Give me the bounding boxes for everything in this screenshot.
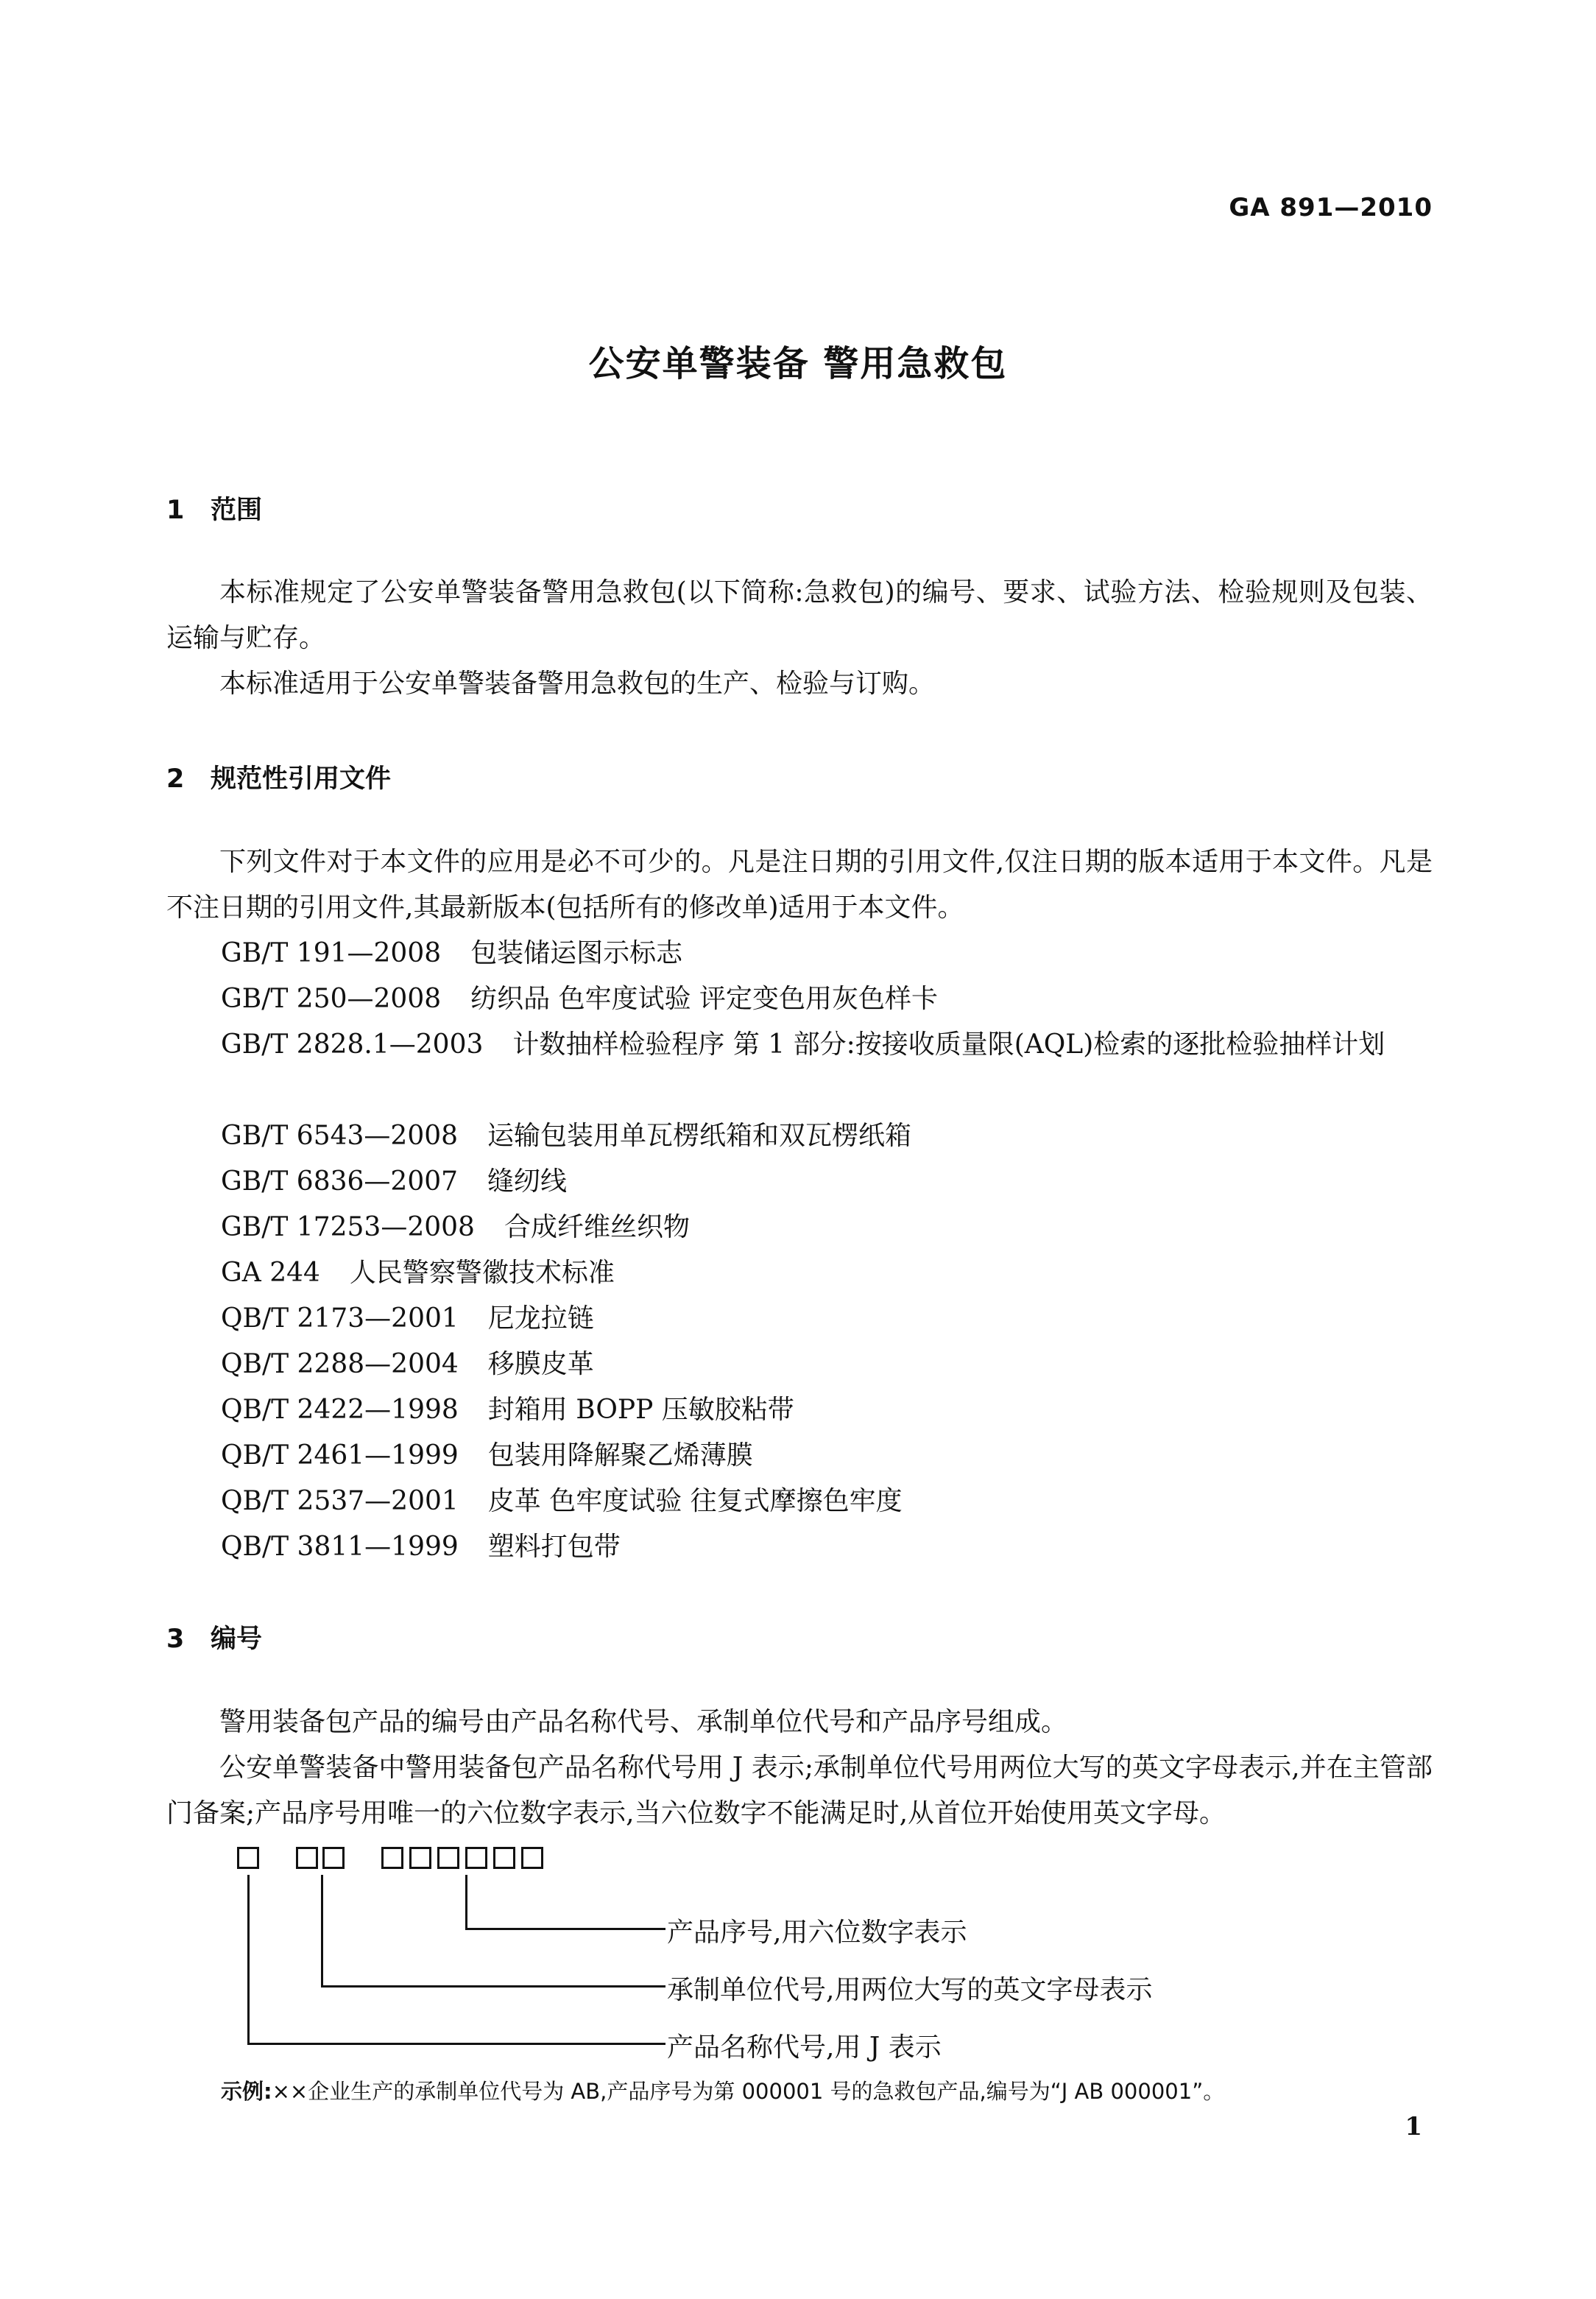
reference-item bbox=[221, 1342, 594, 1387]
reference-title: 人民警察警徽技术标准 bbox=[349, 1258, 615, 1288]
leader-line bbox=[247, 1875, 250, 2044]
leader-line bbox=[247, 2043, 665, 2045]
reference-code: GA 244 bbox=[221, 1258, 320, 1288]
manufacturer-code-box bbox=[296, 1847, 318, 1869]
leader-line bbox=[321, 1875, 323, 1987]
document-title: 公安单警装备 警用急救包 bbox=[588, 343, 1008, 384]
reference-code: QB/T 2173—2001 bbox=[221, 1303, 459, 1334]
reference-item bbox=[221, 931, 682, 976]
section-2-intro: 下列文件对于本文件的应用是必不可少的。凡是注日期的引用文件,仅注日期的版本适用于本文件。凡是不注日期的引用文件,其最新版本(包括所有的修改单)适用于本文件。 bbox=[166, 847, 1433, 923]
reference-item bbox=[221, 1433, 753, 1479]
leader-line bbox=[465, 1875, 467, 1929]
section-3-paragraph-2: 公安单警装备中警用装备包产品名称代号用 J 表示;承制单位代号用两位大写的英文字母表示,并在主管部门备案;产品序号用唯一的六位数字表示,当六位数字不能满足时,从首位开始使用英文字母。 bbox=[166, 1753, 1433, 1828]
product-name-code-label: 产品名称代号,用 J 表示 bbox=[667, 2032, 942, 2063]
serial-number-box bbox=[437, 1847, 459, 1869]
reference-title: 塑料打包带 bbox=[487, 1532, 621, 1562]
reference-item bbox=[221, 1250, 615, 1296]
section-title: 编号 bbox=[211, 1624, 263, 1654]
reference-title: 运输包装用单瓦楞纸箱和双瓦楞纸箱 bbox=[487, 1121, 912, 1151]
leader-line bbox=[465, 1928, 665, 1930]
serial-number-box bbox=[521, 1847, 543, 1869]
section-1-paragraph-1: 本标准规定了公安单警装备警用急救包(以下简称:急救包)的编号、要求、试验方法、检验规则及包装、运输与贮存。 bbox=[166, 577, 1433, 653]
product-name-code-box bbox=[237, 1847, 259, 1869]
section-1-paragraph-2: 本标准适用于公安单警装备警用急救包的生产、检验与订购。 bbox=[219, 669, 936, 699]
reference-title: 封箱用 BOPP 压敏胶粘带 bbox=[487, 1395, 794, 1425]
section-title: 范围 bbox=[211, 496, 263, 525]
reference-item bbox=[221, 1296, 594, 1342]
reference-code: GB/T 2828.1—2003 bbox=[221, 1029, 484, 1060]
section-number: 1 bbox=[166, 496, 185, 525]
manufacturer-code-label: 承制单位代号,用两位大写的英文字母表示 bbox=[667, 1975, 1153, 2005]
reference-code: GB/T 191—2008 bbox=[221, 938, 442, 968]
reference-title: 皮革 色牢度试验 往复式摩擦色牢度 bbox=[487, 1486, 903, 1516]
reference-item bbox=[221, 976, 938, 1022]
example-label: 示例: bbox=[221, 2079, 272, 2104]
reference-title: 移膜皮革 bbox=[487, 1349, 594, 1379]
serial-number-box bbox=[493, 1847, 515, 1869]
section-number: 2 bbox=[166, 764, 185, 794]
reference-code: GB/T 6543—2008 bbox=[221, 1121, 459, 1151]
reference-item bbox=[221, 1387, 794, 1433]
section-title: 规范性引用文件 bbox=[211, 764, 392, 794]
page-number: 1 bbox=[1405, 2112, 1422, 2141]
section-number: 3 bbox=[166, 1624, 185, 1654]
reference-code: GB/T 17253—2008 bbox=[221, 1212, 475, 1242]
example-text: ××企业生产的承制单位代号为 AB,产品序号为第 000001 号的急救包产品,编号为“J AB 000001”。 bbox=[272, 2079, 1225, 2104]
serial-number-box bbox=[381, 1847, 403, 1869]
serial-number-box bbox=[409, 1847, 431, 1869]
reference-item bbox=[221, 1205, 690, 1250]
reference-code: GB/T 6836—2007 bbox=[221, 1166, 459, 1197]
section-1-heading bbox=[166, 490, 262, 527]
reference-item bbox=[166, 1022, 1433, 1068]
reference-code: GB/T 250—2008 bbox=[221, 984, 442, 1014]
reference-item bbox=[221, 1159, 567, 1205]
reference-title: 计数抽样检验程序 第 1 部分:按接收质量限(AQL)检索的逐批检验抽样计划 bbox=[512, 1029, 1385, 1060]
section-3-heading bbox=[166, 1619, 262, 1655]
reference-code: QB/T 2537—2001 bbox=[221, 1486, 459, 1516]
reference-code: QB/T 2288—2004 bbox=[221, 1349, 459, 1379]
leader-line bbox=[321, 1985, 665, 1988]
reference-title: 包装用降解聚乙烯薄膜 bbox=[487, 1440, 753, 1471]
manufacturer-code-box bbox=[322, 1847, 345, 1869]
reference-item bbox=[221, 1479, 903, 1524]
reference-title: 缝纫线 bbox=[487, 1166, 568, 1197]
serial-number-box bbox=[465, 1847, 487, 1869]
reference-title: 纺织品 色牢度试验 评定变色用灰色样卡 bbox=[470, 984, 939, 1014]
section-2-heading bbox=[166, 758, 391, 795]
reference-code: QB/T 3811—1999 bbox=[221, 1532, 459, 1562]
reference-title: 包装储运图示标志 bbox=[470, 938, 683, 968]
reference-item bbox=[221, 1524, 621, 1570]
example-note bbox=[221, 2075, 1224, 2105]
reference-code: QB/T 2422—1998 bbox=[221, 1395, 459, 1425]
reference-title: 合成纤维丝织物 bbox=[504, 1212, 690, 1242]
serial-number-label: 产品序号,用六位数字表示 bbox=[667, 1918, 967, 1948]
standard-code: GA 891—2010 bbox=[1229, 193, 1433, 222]
reference-item bbox=[221, 1113, 911, 1159]
reference-title: 尼龙拉链 bbox=[487, 1303, 594, 1334]
section-3-paragraph-1: 警用装备包产品的编号由产品名称代号、承制单位代号和产品序号组成。 bbox=[219, 1707, 1068, 1737]
reference-code: QB/T 2461—1999 bbox=[221, 1440, 459, 1471]
